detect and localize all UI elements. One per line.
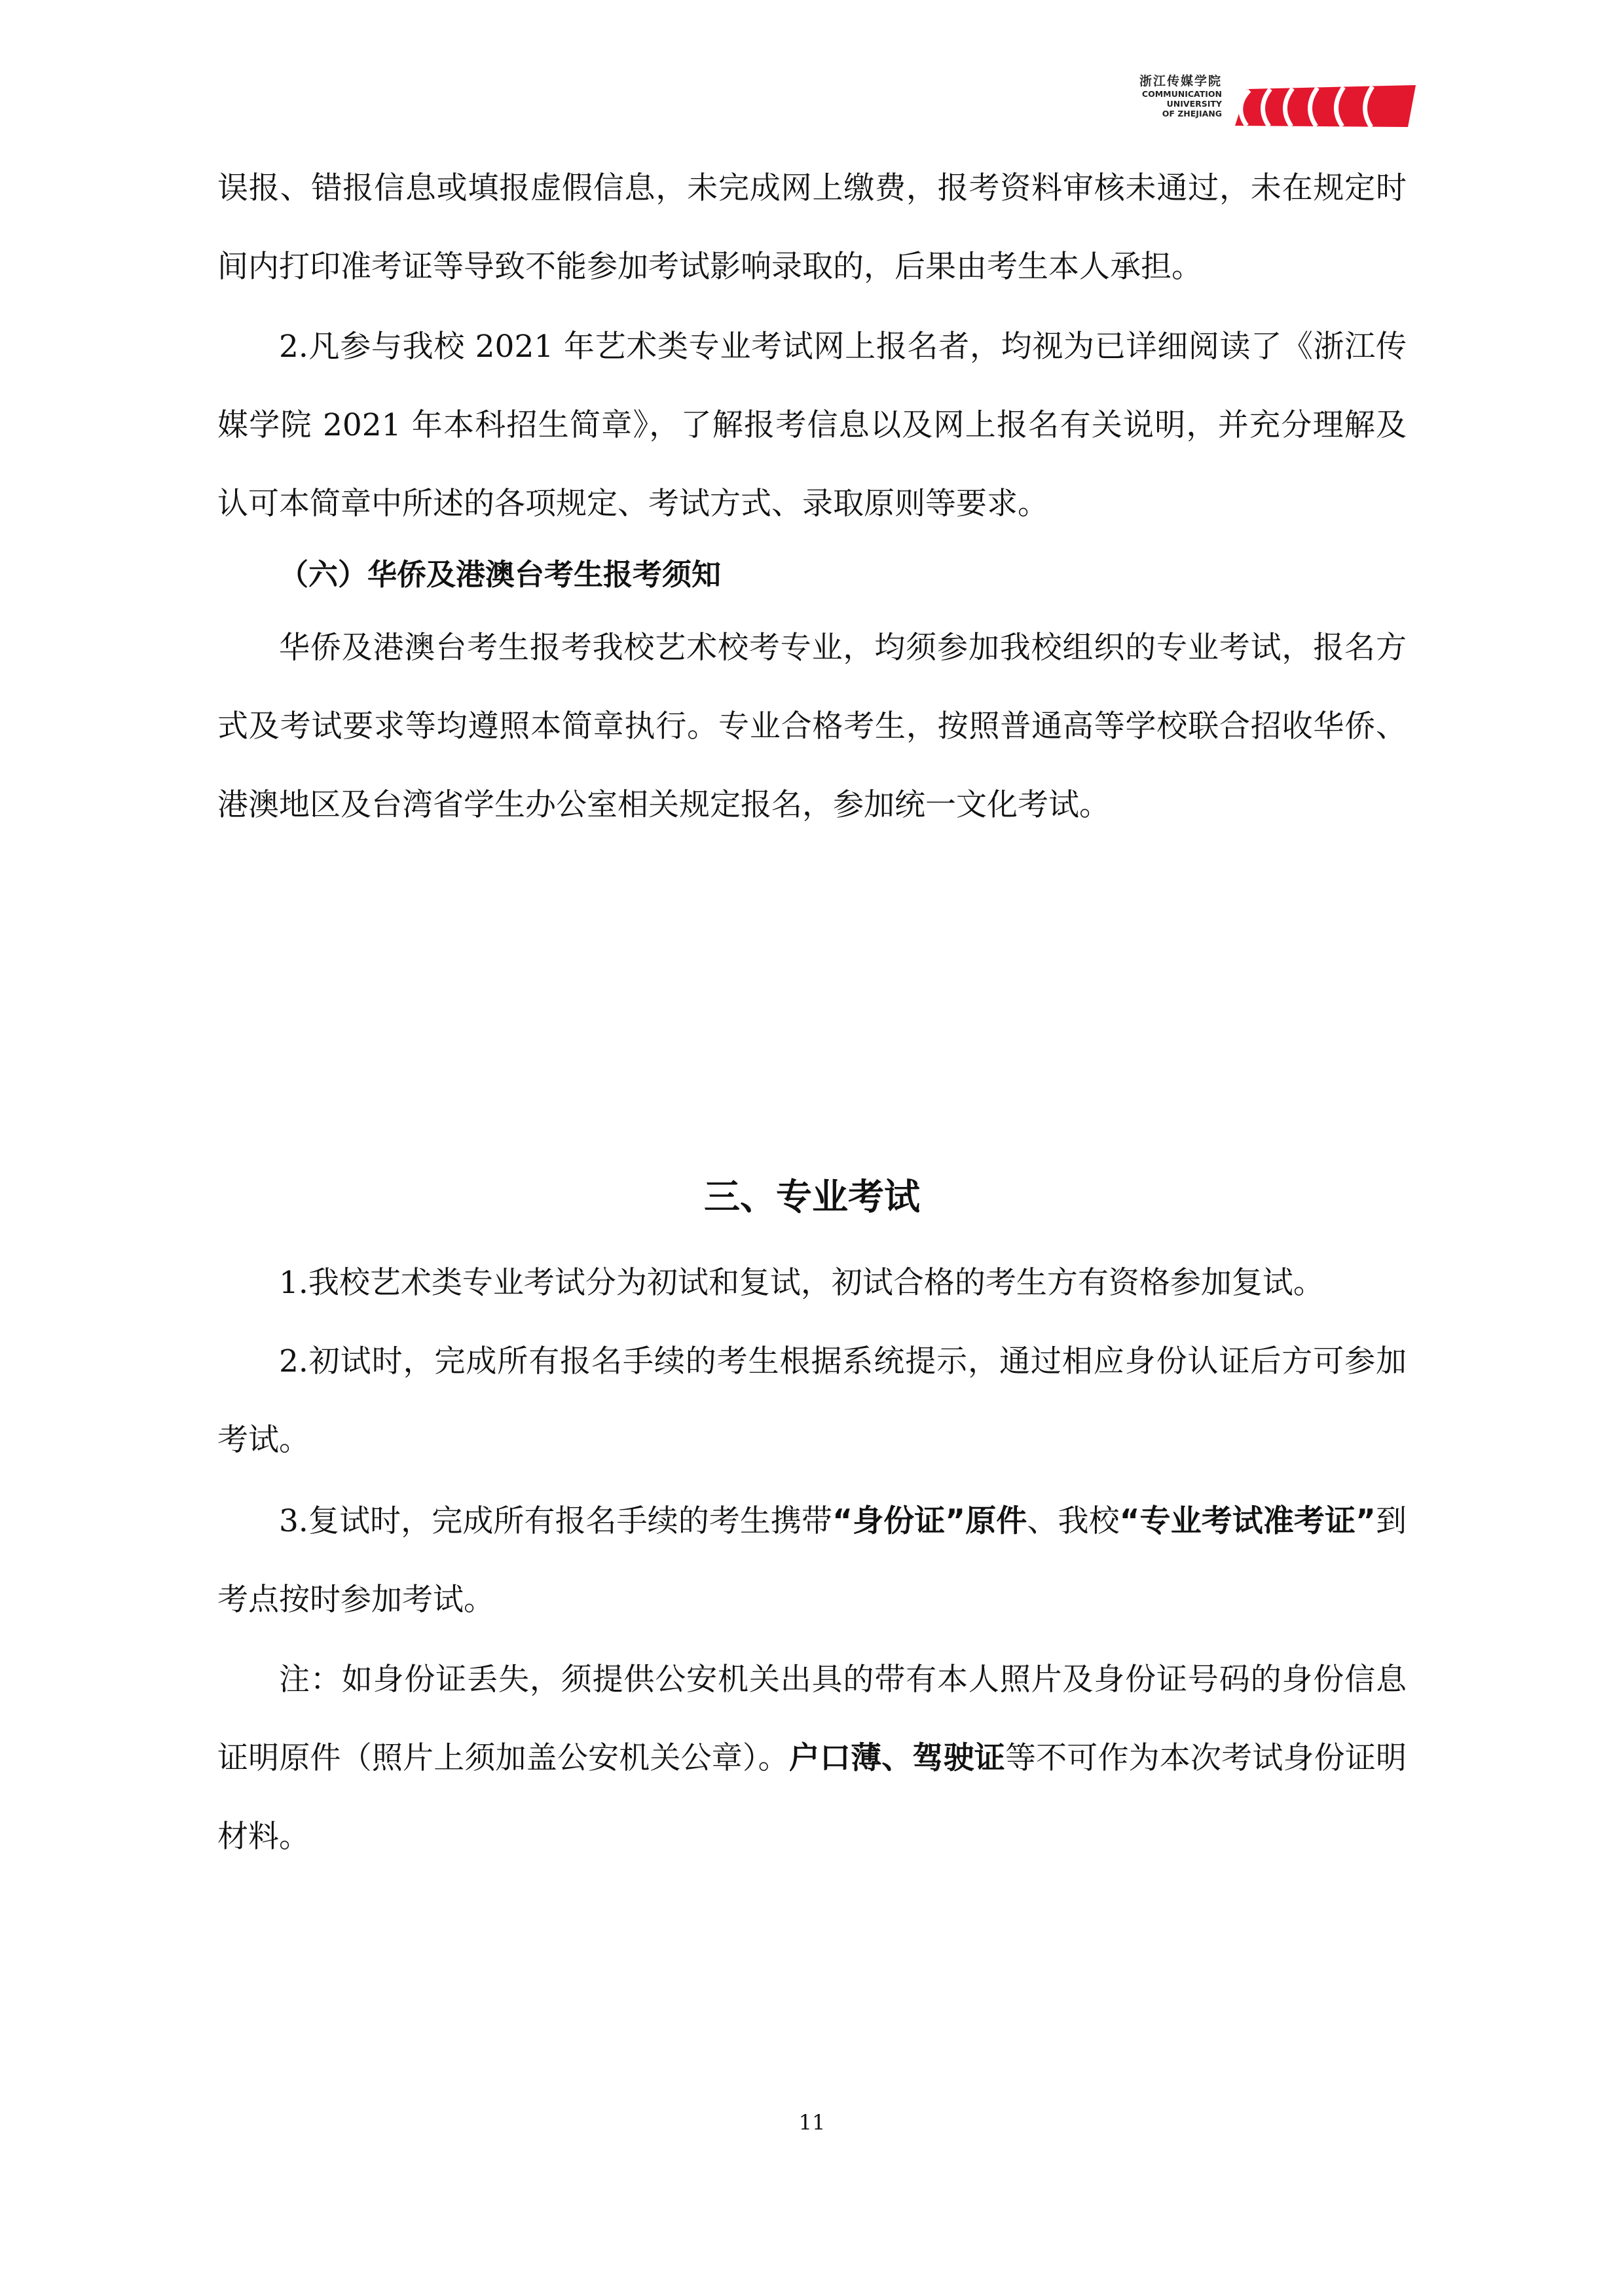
paragraph-7-bold-documents: 户口薄、驾驶证 xyxy=(788,1740,1005,1776)
logo-english-name-line-3: OF ZHEJIANG xyxy=(1162,109,1222,118)
paragraph-5: 2.初试时，完成所有报名手续的考生根据系统提示，通过相应身份认证后方可参加考试。 xyxy=(217,1343,1407,1458)
paragraph-7-text-a: 注：如身份证丢失，须提供公安机关出具的带有本人照片及身份证号码的身份信息证明原件（照片上须加盖公安机关公章）。 xyxy=(217,1662,1407,1776)
paragraph-7 xyxy=(217,1641,1407,1876)
paragraph-2: 2.凡参与我校 2021 年艺术类专业考试网上报名者，均视为已详细阅读了《浙江传媒学院 2021 年本科招生简章》，了解报考信息以及网上报名有关说明，并充分理解及认可本简章中所述的各项规定、考试方式、录取原则等要求。 xyxy=(217,329,1407,522)
paragraph-1: 误报、错报信息或填报虚假信息，未完成网上缴费，报考资料审核未通过，未在规定时间内打印准考证等导致不能参加考试影响录取的，后果由考生本人承担。 xyxy=(217,170,1407,285)
paragraph-6-text-a: 3.复试时，完成所有报名手续的考生携带 xyxy=(279,1503,833,1539)
section-heading-professional-exam: 三、专业考试 xyxy=(703,1176,920,1218)
paragraph-6 xyxy=(217,1482,1407,1639)
subheading-overseas-applicants: （六）华侨及港澳台考生报考须知 xyxy=(279,557,722,592)
paragraph-6-text-e: 到考点按时参加考试。 xyxy=(217,1503,1407,1618)
logo-text xyxy=(1124,73,1222,118)
paragraph-6-text-c: 、我校 xyxy=(1027,1503,1120,1539)
paragraph-6-bold-admission-ticket: “专业考试准考证” xyxy=(1119,1503,1376,1539)
page-number: 11 xyxy=(798,2110,826,2135)
paragraph-3: 华侨及港澳台考生报考我校艺术校考专业，均须参加我校组织的专业考试，报名方式及考试要求等均遵照本简章执行。专业合格考生，按照普通高等学校联合招收华侨、港澳地区及台湾省学生办公室相关规定报名，参加统一文化考试。 xyxy=(217,630,1407,823)
logo-stripes-icon xyxy=(1227,85,1416,127)
logo-english-name-line-1: COMMUNICATION xyxy=(1141,89,1222,99)
paragraph-4: 1.我校艺术类专业考试分为初试和复试，初试合格的考生方有资格参加复试。 xyxy=(279,1265,1324,1301)
paragraph-7-text-c: 等不可作为本次考试身份证明材料。 xyxy=(217,1740,1407,1855)
paragraph-6-bold-id-card: “身份证”原件 xyxy=(832,1503,1027,1539)
university-logo xyxy=(1124,73,1417,134)
logo-english-name-line-2: UNIVERSITY xyxy=(1166,99,1222,109)
logo-chinese-name: 浙江传媒学院 xyxy=(1139,74,1222,88)
